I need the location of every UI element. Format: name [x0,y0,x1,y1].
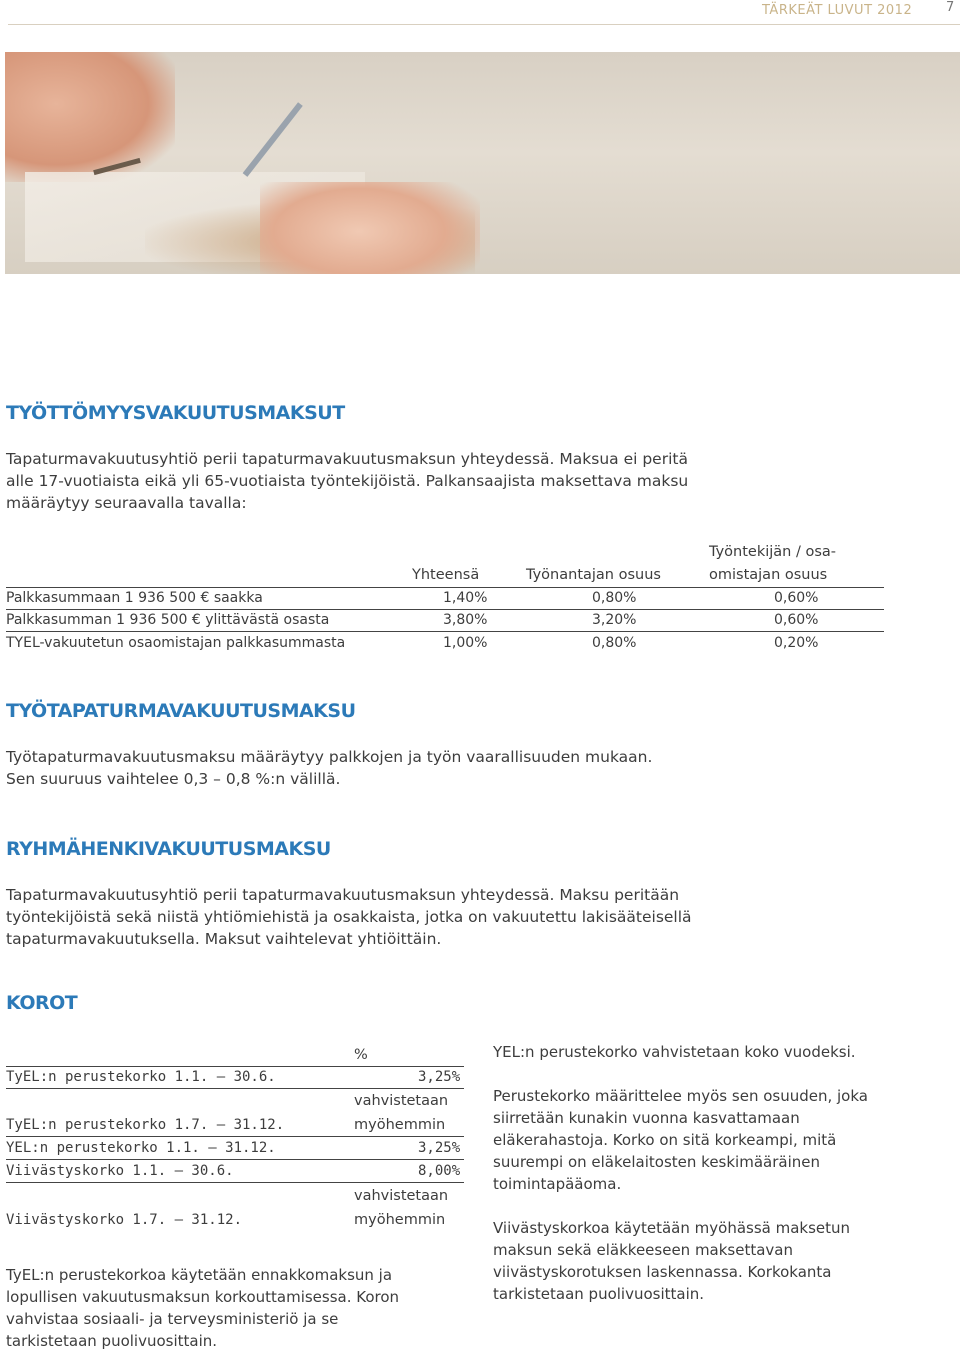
row-2-total: 3,80% [443,612,488,628]
right-p3-line-3: viivästyskorotuksen laskennassa. Korkokanta [493,1263,832,1281]
row-1-label: Palkkasummaan 1 936 500 € saakka [6,590,263,606]
interest-rule-1 [6,1088,464,1089]
left-note-line-3: vahvistaa sosiaali- ja terveysministeriö ja se [6,1310,339,1328]
interest-row-2-value-2: myöhemmin [354,1117,446,1133]
photo-pen [243,102,303,177]
interest-right-text [493,1041,953,1305]
row-2-employee: 0,60% [774,612,819,628]
unemployment-heading: TYÖTTÖMYYSVAKUUTUSMAKSUT [6,402,345,424]
unemployment-line-2: alle 17-vuotiaista eikä yli 65-vuotiaista työntekijöistä. Palkansaajista maksettava maksu [6,472,689,490]
row-3-label: TYEL-vakuutetun osaomistajan palkkasummasta [6,635,346,651]
interest-row-3-label: YEL:n perustekorko 1.1. – 31.12. [6,1140,276,1156]
interest-row-2-label: TyEL:n perustekorko 1.7. – 31.12. [6,1117,285,1133]
interest-row-5-label: Viivästyskorko 1.7. – 31.12. [6,1212,243,1228]
photo-hand-left [5,52,175,182]
photo-hand-right [260,182,480,274]
right-p2-line-3: eläkerahastoja. Korko on sitä korkeampi, mitä [493,1131,837,1149]
interest-row-4-value: 8,00% [418,1163,461,1179]
right-p3-line-2: maksun sekä eläkkeeseen maksettavan [493,1241,794,1259]
interest-row-2-value-1: vahvistetaan [354,1093,449,1109]
right-p2-line-4: suurempi on eläkelaitosten keskimääräinen [493,1153,820,1171]
row-1-employee: 0,60% [774,590,819,606]
right-p3-line-1: Viivästyskorkoa käytetään myöhässä maksetun [493,1219,851,1237]
row-3-total: 1,00% [443,635,488,651]
right-p2-line-5: toimintapääoma. [493,1175,622,1193]
header-employer: Työnantajan osuus [526,567,661,583]
page-number: 7 [946,0,955,15]
right-para-2 [493,1085,953,1195]
interest-row-5-value-2: myöhemmin [354,1212,446,1228]
interest-row-1-label: TyEL:n perustekorko 1.1. – 30.6. [6,1069,276,1085]
interest-row-4-label: Viivästyskorko 1.1. – 30.6. [6,1163,234,1179]
right-para-3 [493,1217,953,1305]
group-life-heading: RYHMÄHENKIVAKUUTUSMAKSU [6,838,331,860]
right-p3-line-4: tarkistetaan puolivuosittain. [493,1285,705,1303]
unemployment-line-1: Tapaturmavakuutusyhtiö perii tapaturmavakuutusmaksun yhteydessä. Maksua ei peritä [6,450,688,468]
header-employee-1: Työntekijän / osa- [709,544,837,560]
group-life-line-2: työntekijöistä sekä niistä yhtiömiehistä ja osakkaista, jotka on vakuutettu lakisääteisellä [6,908,692,926]
interest-row-3-value: 3,25% [418,1140,461,1156]
accident-text [6,746,652,790]
header-title: TÄRKEÄT LUVUT 2012 [762,3,913,18]
interest-heading: KOROT [6,992,78,1014]
interest-header-pct: % [354,1047,368,1063]
header-divider [8,24,960,25]
header-employee-2: omistajan osuus [709,567,828,583]
right-para-1: YEL:n perustekorko vahvistetaan koko vuodeksi. [493,1043,856,1061]
row-2-label: Palkkasumman 1 936 500 € ylittävästä osasta [6,612,330,628]
accident-line-2: Sen suuruus vaihtelee 0,3 – 0,8 %:n välillä. [6,770,341,788]
left-note-line-4: tarkistetaan puolivuosittain. [6,1332,218,1350]
right-p2-line-1: Perustekorko määrittelee myös sen osuuden, joka [493,1087,868,1105]
interest-row-5-value-1: vahvistetaan [354,1188,449,1204]
group-life-text [6,884,692,950]
interest-row-1-value: 3,25% [418,1069,461,1085]
interest-left-note [6,1264,399,1352]
unemployment-text [6,448,688,514]
page-header [0,0,960,24]
row-2-employer: 3,20% [592,612,637,628]
left-note-line-2: lopullisen vakuutusmaksun korkouttamisessa. Koron [6,1288,400,1306]
left-note-line-1: TyEL:n perustekorkoa käytetään ennakkomaksun ja [6,1266,393,1284]
row-3-employee: 0,20% [774,635,819,651]
header-total: Yhteensä [412,567,480,583]
hero-photo [5,52,960,274]
group-life-line-1: Tapaturmavakuutusyhtiö perii tapaturmavakuutusmaksun yhteydessä. Maksu peritään [6,886,680,904]
row-1-total: 1,40% [443,590,488,606]
right-p2-line-2: siirretään kunakin vuonna kasvattamaan [493,1109,800,1127]
unemployment-line-3: määräytyy seuraavalla tavalla: [6,494,247,512]
row-1-employer: 0,80% [592,590,637,606]
accident-heading: TYÖTAPATURMAVAKUUTUSMAKSU [6,700,356,722]
row-3-employer: 0,80% [592,635,637,651]
accident-line-1: Työtapaturmavakuutusmaksu määräytyy palkkojen ja työn vaarallisuuden mukaan. [6,748,653,766]
group-life-line-3: tapaturmavakuutuksella. Maksut vaihtelevat yhtiöittäin. [6,930,442,948]
interest-rule-4 [6,1182,464,1183]
